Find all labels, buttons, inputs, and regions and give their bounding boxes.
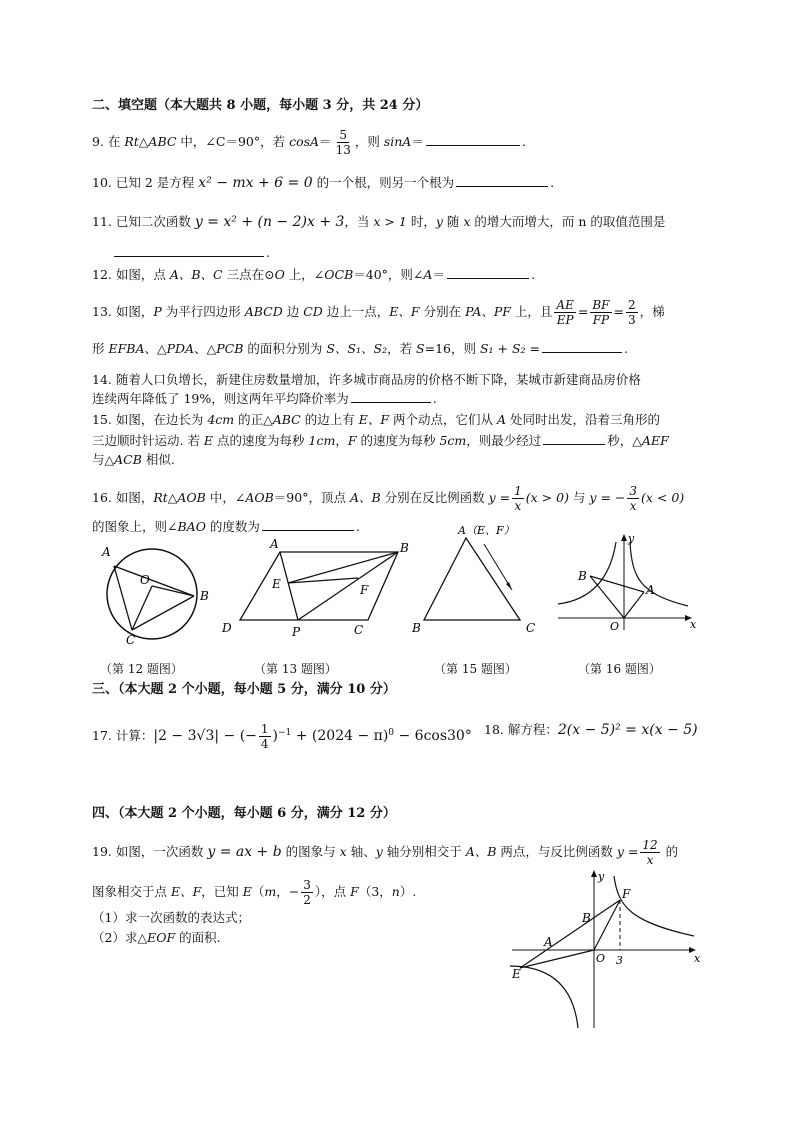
question-15-line2: 三边顺时针运动. 若 E 点的速度为每秒 1cm，F 的速度为每秒 5cm，则最少经过 秒，△AEF [92,433,669,448]
label-f: F [360,583,369,597]
figure-16 [554,530,704,634]
segment-ao [624,592,644,618]
fraction-3-x: $\frac{3}{x}$ [629,484,638,513]
label-c: C [526,621,536,635]
answer-blank-16[interactable] [262,518,354,531]
label-x: x [690,618,697,631]
label-b: B [400,541,409,555]
label-y: y [598,870,605,883]
question-19: 19. 如图，一次函数 y = ax + b 的图象与 x 轴、y 轴分别相交于 A、B 两点，与反比例函数 y = $\frac{12}{x}$ 的 [92,838,679,867]
label-3: 3 [616,954,623,967]
question-16: 16. 如图，Rt△AOB 中，∠AOB＝90°，顶点 A、B 分别在反比例函数 y = $\frac{1}{x}$ (x > 0) 与 y = − $\frac{3}{x}$ (x < 0) [92,484,685,513]
question-19-part2: （2）求△EOF 的面积. [92,930,221,945]
fraction-12-x: $\frac{12}{x}$ [642,838,658,867]
fraction-ae-ep: $\frac{AE}{EP}$ [556,298,574,327]
curve-positive [614,876,694,936]
section3-heading: 三、（本大题 2 个小题，每小题 5 分，满分 10 分） [92,682,396,697]
fraction-2-3: $\frac{2}{3}$ [627,298,636,327]
fraction-1-4: $\frac{1}{4}$ [260,722,269,751]
figure-19 [506,866,706,1030]
question-10: 10. 已知 2 是方程 x² − mx + 6 = 0 的一个根，则另一个根为 . [92,175,555,191]
label-a-e-f: A（E、F） [458,524,515,537]
section2-heading: 二、填空题（本大题共 8 小题，每小题 3 分，共 24 分） [92,98,429,113]
figure-15 [406,520,546,640]
caption-fig15: （第 15 题图） [434,662,517,676]
label-c: C [126,633,136,647]
label-o: O [610,620,620,633]
section4-heading: 四、（本大题 2 个小题，每小题 6 分，满分 12 分） [92,806,396,821]
label-b: B [582,911,591,925]
question-13-line2: 形 EFBA、△PDA、△PCB 的面积分别为 S、S₁、S₂，若 S=16，则 S₁ + S₂ = . [92,341,628,356]
label-b: B [578,569,587,583]
segment-ac [114,566,132,630]
figure-12 [96,540,216,650]
answer-blank-9[interactable] [426,133,520,146]
question-14-line2: 连续两年降低了 19%，则这两年平均降价率为 . [92,391,437,406]
question-11-line2: . [92,244,270,261]
label-p: P [292,625,301,639]
label-b: B [200,589,209,603]
question-9: 9. 在 Rt△ABC 中，∠C＝90°，若 cosA＝ $\frac{5}{13}$ ，则 sinA＝ . [92,128,526,157]
segment-ab [114,566,194,596]
fraction-3-2: $\frac{3}{2}$ [303,878,311,907]
arrow-head [506,582,512,590]
segment-eo [520,950,594,968]
question-12: 12. 如图，点 A、B、C 三点在⊙O 上，∠OCB＝40°，则∠A＝ . [92,267,535,282]
answer-blank-10[interactable] [456,174,548,187]
figure-13 [218,538,418,638]
question-19-part1: （1）求一次函数的表达式； [92,910,250,925]
answer-blank-14[interactable] [351,390,431,403]
label-a: A [646,583,655,597]
answer-blank-13[interactable] [542,340,622,353]
label-o: O [140,573,150,587]
parallelogram-abcd [240,552,398,620]
segment-of [594,900,620,950]
question-17: 17. 计算：|2 − 3√3| − (− $\frac{1}{4}$ )$^{-1} + (2024 - \pi)^0 - 6\cos 30^\circ$ [92,722,472,751]
segment-pa [280,552,298,620]
segment-eb [288,552,398,583]
question-19-line2: 图象相交于点 E、F，已知 E（m，− $\frac{3}{2}$ ），点 F（3，n）. [92,878,417,907]
label-x: x [694,952,701,965]
caption-fig12: （第 12 题图） [100,662,183,676]
label-d: D [222,621,232,635]
fraction-5-13: $\frac{5}{13}$ [335,128,351,157]
fraction-bf-fp: $\frac{BF}{FP}$ [592,298,610,327]
question-15: 15. 如图，在边长为 4cm 的正△ABC 的边上有 E、F 两个动点，它们从 A 处同时出发，沿着三角形的 [92,412,660,427]
question-15-line3: 与△ACB 相似. [92,452,175,467]
label-y: y [628,532,635,545]
label-c: C [354,623,364,637]
answer-blank-11[interactable] [114,244,264,257]
label-f: F [622,887,631,901]
label-a: A [544,935,553,949]
question-11: 11. 已知二次函数 y = x² + (n − 2)x + 3，当 x > 1 时，y 随 x 的增大而增大，而 n 的取值范围是 [92,214,666,230]
label-e: E [512,967,521,981]
fraction-1-x: $\frac{1}{x}$ [514,484,522,513]
caption-fig16: （第 16 题图） [578,662,661,676]
question-14: 14. 随着人口负增长，新建住房数量增加，许多城市商品房的价格不断下降，某城市新建商品房价格 [92,372,641,387]
segment-bo [590,576,624,618]
question-18: 18. 解方程：2(x − 5)² = x(x − 5) [484,722,698,738]
y-axis-arrow [621,534,627,541]
answer-blank-12[interactable] [447,266,529,279]
curve-negative [558,542,616,604]
label-a: A [270,537,279,551]
answer-blank-15[interactable] [543,432,605,445]
label-b: B [412,621,421,635]
y-axis-arrow [591,870,597,877]
label-a: A [102,545,111,559]
curve-positive [630,542,688,606]
label-e: E [272,577,281,591]
segment-oc [132,586,152,630]
question-13: 13. 如图，P 为平行四边形 ABCD 边 CD 边上一点，E、F 分别在 PA、PF 上，且 $\frac{AE}{EP}$ = $\frac{BF}{FP}$ = $\frac{2}{3}$ ，梯 [92,298,665,327]
caption-fig13: （第 13 题图） [254,662,337,676]
question-16-line2: 的图象上，则∠BAO 的度数为 . [92,519,360,534]
label-o: O [596,952,606,965]
